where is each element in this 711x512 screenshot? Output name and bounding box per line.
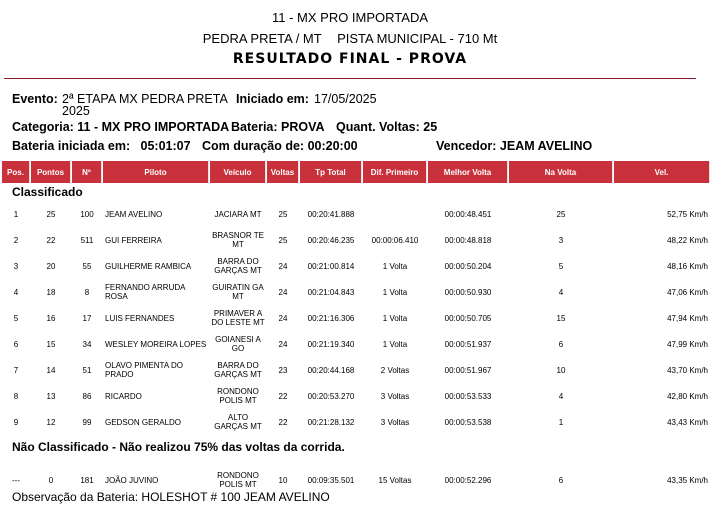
location: PEDRA PRETA / MT: [202, 31, 322, 46]
cell-dif-primeiro: [363, 201, 427, 227]
cell-voltas: 23: [278, 365, 288, 375]
col-na-volta: Na Volta: [509, 161, 613, 183]
cell-pos: 2: [13, 235, 19, 245]
cell-na-volta: 4: [558, 287, 564, 297]
cell-voltas: 24: [278, 339, 288, 349]
cell-pos: ---: [12, 475, 20, 485]
cell-vel: 47,99 Km/h: [667, 339, 708, 349]
cell-na-volta: 6: [558, 475, 564, 485]
col-vel: Vel.: [614, 161, 710, 183]
cell-vel: 42,80 Km/h: [667, 391, 708, 401]
duracao: Com duração de: 00:20:00: [202, 139, 358, 153]
cell-pontos: 25: [46, 209, 56, 219]
iniciado-label: Iniciado em:: [236, 92, 309, 106]
cell-veiculo: ALTO GARÇAS MT: [214, 413, 262, 431]
col-voltas: Voltas: [267, 161, 299, 183]
cell-pontos: 16: [46, 313, 56, 323]
cell-voltas: 22: [278, 391, 288, 401]
table-row: [2, 253, 710, 279]
cell-vel: 52,75 Km/h: [667, 209, 708, 219]
cell-melhor-volta: 00:00:50.930: [444, 287, 492, 297]
col-pontos: Pontos: [31, 161, 71, 183]
cell-na-volta: 25: [556, 209, 566, 219]
cell-voltas: 24: [278, 313, 288, 323]
cell-tp-total: 00:20:44.168: [307, 365, 355, 375]
observacao: Observação da Bateria: HOLESHOT # 100 JEAM AVELINO: [12, 490, 330, 504]
cell-pontos: 0: [48, 475, 54, 485]
cell-tp-total: 00:21:00.814: [307, 261, 355, 271]
cell-na-volta: 5: [558, 261, 564, 271]
cell-numero: 100: [80, 209, 94, 219]
cell-numero: 511: [80, 235, 94, 245]
cell-veiculo: RONDONO POLIS MT: [217, 471, 259, 489]
cell-dif-primeiro: 1 Volta: [382, 339, 408, 349]
cell-na-volta: 6: [558, 339, 564, 349]
cell-voltas: 22: [278, 417, 288, 427]
cell-vel: 47,94 Km/h: [667, 313, 708, 323]
cell-numero: 86: [82, 391, 92, 401]
cell-piloto: WESLEY MOREIRA LOPES: [105, 339, 207, 349]
cell-na-volta: 10: [556, 365, 566, 375]
cell-pos: 8: [13, 391, 19, 401]
cell-dif-primeiro: 15 Voltas: [378, 475, 412, 485]
cell-na-volta: 4: [558, 391, 564, 401]
vencedor: Vencedor: JEAM AVELINO: [436, 139, 593, 153]
cell-melhor-volta: 00:00:50.705: [444, 313, 492, 323]
cell-pos: 6: [13, 339, 19, 349]
table-header-row: [2, 161, 710, 183]
bateria: Bateria: PROVA: [231, 120, 325, 134]
spacer-cell: [2, 459, 710, 467]
cell-melhor-volta: 00:00:51.937: [444, 339, 492, 349]
section-nao-classificado-label: Não Classificado - Não realizou 75% das voltas da corrida.: [12, 439, 345, 454]
cell-tp-total: 00:21:16.306: [307, 313, 355, 323]
results-table: [1, 161, 711, 493]
cell-tp-total: 00:21:28.132: [307, 417, 355, 427]
cell-piloto: FERNANDO ARRUDA ROSA: [105, 283, 186, 301]
cell-veiculo: BARRA DO GARÇAS MT: [214, 361, 262, 379]
result-title: RESULTADO FINAL - PROVA: [232, 51, 468, 67]
cell-melhor-volta: 00:00:52.296: [444, 475, 492, 485]
cell-veiculo: GUIRATIN GA MT: [212, 283, 264, 301]
col-numero: Nº: [72, 161, 102, 183]
col-veiculo: Veículo: [210, 161, 266, 183]
event-title: 11 - MX PRO IMPORTADA: [271, 10, 429, 25]
cell-tp-total: 00:20:53.270: [307, 391, 355, 401]
cell-piloto: GUILHERME RAMBICA: [105, 261, 192, 271]
table-row: [2, 227, 710, 253]
cell-voltas: 24: [278, 261, 288, 271]
cell-voltas: 25: [278, 235, 288, 245]
cell-melhor-volta: 00:00:53.533: [444, 391, 492, 401]
cell-pontos: 22: [46, 235, 56, 245]
cell-piloto: RICARDO: [105, 391, 142, 401]
cell-vel: 43,70 Km/h: [667, 365, 708, 375]
cell-vel: 47,06 Km/h: [667, 287, 708, 297]
evento-value-year: 2025: [62, 104, 90, 118]
cell-melhor-volta: 00:00:53.538: [444, 417, 492, 427]
cell-dif-primeiro: 1 Volta: [382, 287, 408, 297]
cell-veiculo: JACIARA MT: [214, 209, 262, 219]
cell-numero: 181: [80, 475, 94, 485]
cell-veiculo: PRIMAVER A DO LESTE MT: [211, 309, 265, 327]
cell-voltas: 24: [278, 287, 288, 297]
cell-piloto: OLAVO PIMENTA DO PRADO: [105, 361, 183, 379]
cell-melhor-volta: 00:00:48.818: [444, 235, 492, 245]
cell-veiculo: BRASNOR TE MT: [212, 231, 264, 249]
cell-pontos: 20: [46, 261, 56, 271]
cell-pontos: 14: [46, 365, 56, 375]
cell-numero: 51: [82, 365, 92, 375]
cell-pontos: 18: [46, 287, 56, 297]
cell-melhor-volta: 00:00:51.967: [444, 365, 492, 375]
cell-piloto: JEAM AVELINO: [105, 209, 163, 219]
cell-pontos: 12: [46, 417, 56, 427]
cell-voltas: 25: [278, 209, 288, 219]
cell-pos: 4: [13, 287, 19, 297]
cell-veiculo: RONDONO POLIS MT: [217, 387, 259, 405]
cell-voltas: 10: [278, 475, 288, 485]
cell-tp-total: 00:20:41.888: [307, 209, 355, 219]
cell-tp-total: 00:09:35.501: [307, 475, 355, 485]
cell-na-volta: 15: [556, 313, 566, 323]
col-pos: Pos.: [2, 161, 30, 183]
col-melhor-volta: Melhor Volta: [428, 161, 508, 183]
table-row: [2, 383, 710, 409]
cell-numero: 99: [82, 417, 92, 427]
section-classificado-label: Classificado: [12, 184, 83, 199]
cell-numero: 34: [82, 339, 92, 349]
cell-dif-primeiro: 3 Voltas: [380, 417, 410, 427]
bateria-iniciada: Bateria iniciada em: 05:01:07: [12, 139, 191, 153]
categoria: Categoria: 11 - MX PRO IMPORTADA: [12, 120, 230, 134]
cell-piloto: GUI FERREIRA: [105, 235, 162, 245]
cell-na-volta: 3: [558, 235, 564, 245]
cell-vel: 48,22 Km/h: [667, 235, 708, 245]
col-piloto: Piloto: [103, 161, 209, 183]
cell-dif-primeiro: 1 Volta: [382, 261, 408, 271]
cell-numero: 17: [82, 313, 92, 323]
cell-numero: 55: [82, 261, 92, 271]
cell-numero: 8: [84, 287, 90, 297]
table-row: [2, 305, 710, 331]
cell-vel: 43,35 Km/h: [667, 475, 708, 485]
table-row: [2, 409, 710, 435]
table-row: [2, 331, 710, 357]
cell-pontos: 13: [46, 391, 56, 401]
table-row: [2, 201, 710, 227]
cell-dif-primeiro: 1 Volta: [382, 313, 408, 323]
section-nao-classificado: [2, 435, 710, 459]
cell-dif-primeiro: 3 Voltas: [380, 391, 410, 401]
spacer-row: [2, 459, 710, 467]
cell-veiculo: GOIANESI A GO: [215, 335, 261, 353]
table-row: [2, 279, 710, 305]
cell-melhor-volta: 00:00:48.451: [444, 209, 492, 219]
cell-pos: 3: [13, 261, 19, 271]
cell-piloto: GEDSON GERALDO: [105, 417, 182, 427]
cell-veiculo: BARRA DO GARÇAS MT: [214, 257, 262, 275]
cell-dif-primeiro: 2 Voltas: [380, 365, 410, 375]
cell-piloto: JOÃO JUVINO: [105, 475, 159, 485]
header-divider: [4, 78, 696, 79]
table-row: [2, 357, 710, 383]
col-dif-primeiro: Dif. Primeiro: [363, 161, 427, 183]
section-classificado: [2, 183, 710, 201]
cell-pos: 5: [13, 313, 19, 323]
cell-tp-total: 00:21:19.340: [307, 339, 355, 349]
cell-vel: 48,16 Km/h: [667, 261, 708, 271]
col-tp-total: Tp Total: [300, 161, 362, 183]
quant-voltas: Quant. Voltas: 25: [336, 120, 438, 134]
cell-na-volta: 1: [558, 417, 564, 427]
cell-vel: 43,43 Km/h: [667, 417, 708, 427]
cell-tp-total: 00:21:04.843: [307, 287, 355, 297]
event-location-line: [0, 31, 700, 46]
cell-dif-primeiro: 00:00:06.410: [371, 235, 419, 245]
track-name: PISTA MUNICIPAL - 710 Mt: [337, 31, 498, 46]
cell-melhor-volta: 00:00:50.204: [444, 261, 492, 271]
cell-pontos: 15: [46, 339, 56, 349]
cell-pos: 1: [13, 209, 19, 219]
evento-value: 2ª ETAPA MX PEDRA PRETA: [62, 92, 228, 106]
cell-pos: 7: [13, 365, 19, 375]
cell-piloto: LUIS FERNANDES: [105, 313, 175, 323]
cell-pos: 9: [13, 417, 19, 427]
evento-label: Evento:: [12, 92, 58, 106]
cell-tp-total: 00:20:46.235: [307, 235, 355, 245]
iniciado-value: 17/05/2025: [314, 92, 377, 106]
